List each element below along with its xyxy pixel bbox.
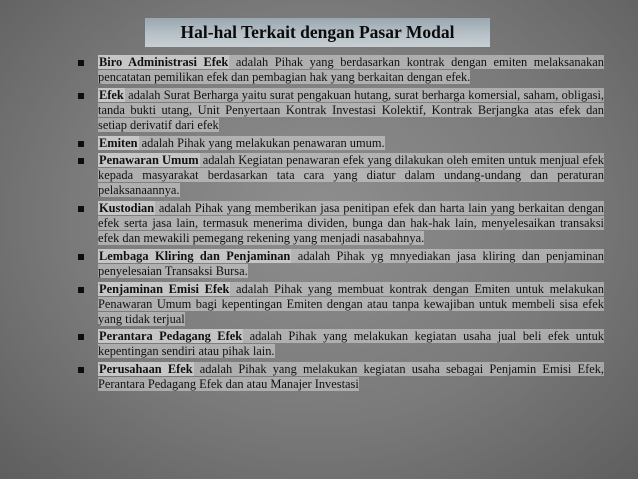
item-description: adalah Pihak yang memberikan jasa penitipan efek dan harta lain yang berkaitan dengan efek serta jasa lain, termasuk menerima dividen, bunga dan hak-hak lain, menyelesaikan transaksi efek dan mewakili pemegang rekening yang menjadi nasabahnya. bbox=[98, 201, 604, 245]
item-description: adalah Pihak yg mnyediakan jasa kliring dan penjaminan penyelesaian Transaksi Bursa. bbox=[98, 248, 604, 278]
item-text bbox=[98, 362, 604, 392]
square-bullet-icon bbox=[78, 334, 84, 340]
list-item bbox=[76, 153, 604, 198]
list-item bbox=[76, 136, 604, 151]
definition-list bbox=[76, 55, 604, 395]
item-description: adalah Pihak yang membuat kontrak dengan Emiten untuk melakukan Penawaran Umum bagi kepentingan Emiten dengan atau tanpa kewajiban untuk membeli sisa efek yang tidak terjual bbox=[98, 281, 604, 326]
item-text bbox=[98, 153, 604, 198]
item-term: Biro Administrasi Efek bbox=[99, 55, 229, 69]
item-text bbox=[98, 329, 604, 359]
square-bullet-icon bbox=[78, 254, 84, 260]
title-banner bbox=[145, 18, 490, 47]
item-description: adalah Pihak yang melakukan penawaran umum. bbox=[138, 135, 385, 150]
square-bullet-icon bbox=[78, 158, 84, 164]
item-term: Penawaran Umum bbox=[99, 153, 199, 168]
square-bullet-icon bbox=[78, 141, 84, 147]
square-bullet-icon bbox=[78, 206, 84, 212]
item-text bbox=[98, 201, 604, 246]
square-bullet-icon bbox=[78, 60, 84, 66]
item-text bbox=[98, 88, 604, 133]
item-term: Emiten bbox=[99, 135, 138, 150]
item-description: adalah Kegiatan penawaran efek yang dilakukan oleh emiten untuk menjual efek kepada masyarakat berdasarkan tata cara yang diatur dalam undang-undang dan peraturan pelaksanaannya. bbox=[98, 153, 604, 198]
list-item bbox=[76, 88, 604, 133]
item-description: adalah Surat Berharga yaitu surat pengakuan hutang, surat berharga komersial, saham, obligasi, tanda bukti utang, Unit Penyertaan Kontrak Investasi Kolektif, Kontrak Berjangka atas efek dan setiap derivatif dari efek bbox=[98, 87, 604, 132]
item-term: Penjaminan Emisi Efek bbox=[99, 281, 230, 296]
square-bullet-icon bbox=[78, 93, 84, 99]
slide-title: Hal-hal Terkait dengan Pasar Modal bbox=[180, 22, 455, 42]
item-term: Perantara Pedagang Efek bbox=[99, 329, 243, 344]
item-text bbox=[98, 249, 604, 279]
item-term: Efek bbox=[99, 87, 124, 102]
list-item bbox=[76, 329, 604, 359]
item-description: adalah Pihak yang melakukan kegiatan usaha jual beli efek untuk kepentingan sendiri atau pihak lain. bbox=[98, 329, 604, 359]
item-text bbox=[98, 55, 604, 85]
item-term: Lembaga Kliring dan Penjaminan bbox=[99, 248, 291, 263]
list-item bbox=[76, 55, 604, 85]
list-item bbox=[76, 362, 604, 392]
list-item bbox=[76, 249, 604, 279]
item-description: adalah Pihak yang melakukan kegiatan usaha sebagai Penjamin Emisi Efek, Perantara Pedagang Efek dan atau Manajer Investasi bbox=[98, 362, 604, 392]
list-item bbox=[76, 201, 604, 246]
item-description: adalah Pihak yang berdasarkan kontrak dengan emiten melaksanakan pencatatan pemilikan efek dan pembagian hak yang berkaitan dengan efek. bbox=[98, 55, 604, 84]
square-bullet-icon bbox=[78, 287, 84, 293]
item-text bbox=[98, 136, 604, 151]
item-term: Kustodian bbox=[99, 201, 155, 216]
item-term: Perusahaan Efek bbox=[99, 362, 193, 377]
item-text bbox=[98, 282, 604, 327]
square-bullet-icon bbox=[78, 367, 84, 373]
list-item bbox=[76, 282, 604, 327]
